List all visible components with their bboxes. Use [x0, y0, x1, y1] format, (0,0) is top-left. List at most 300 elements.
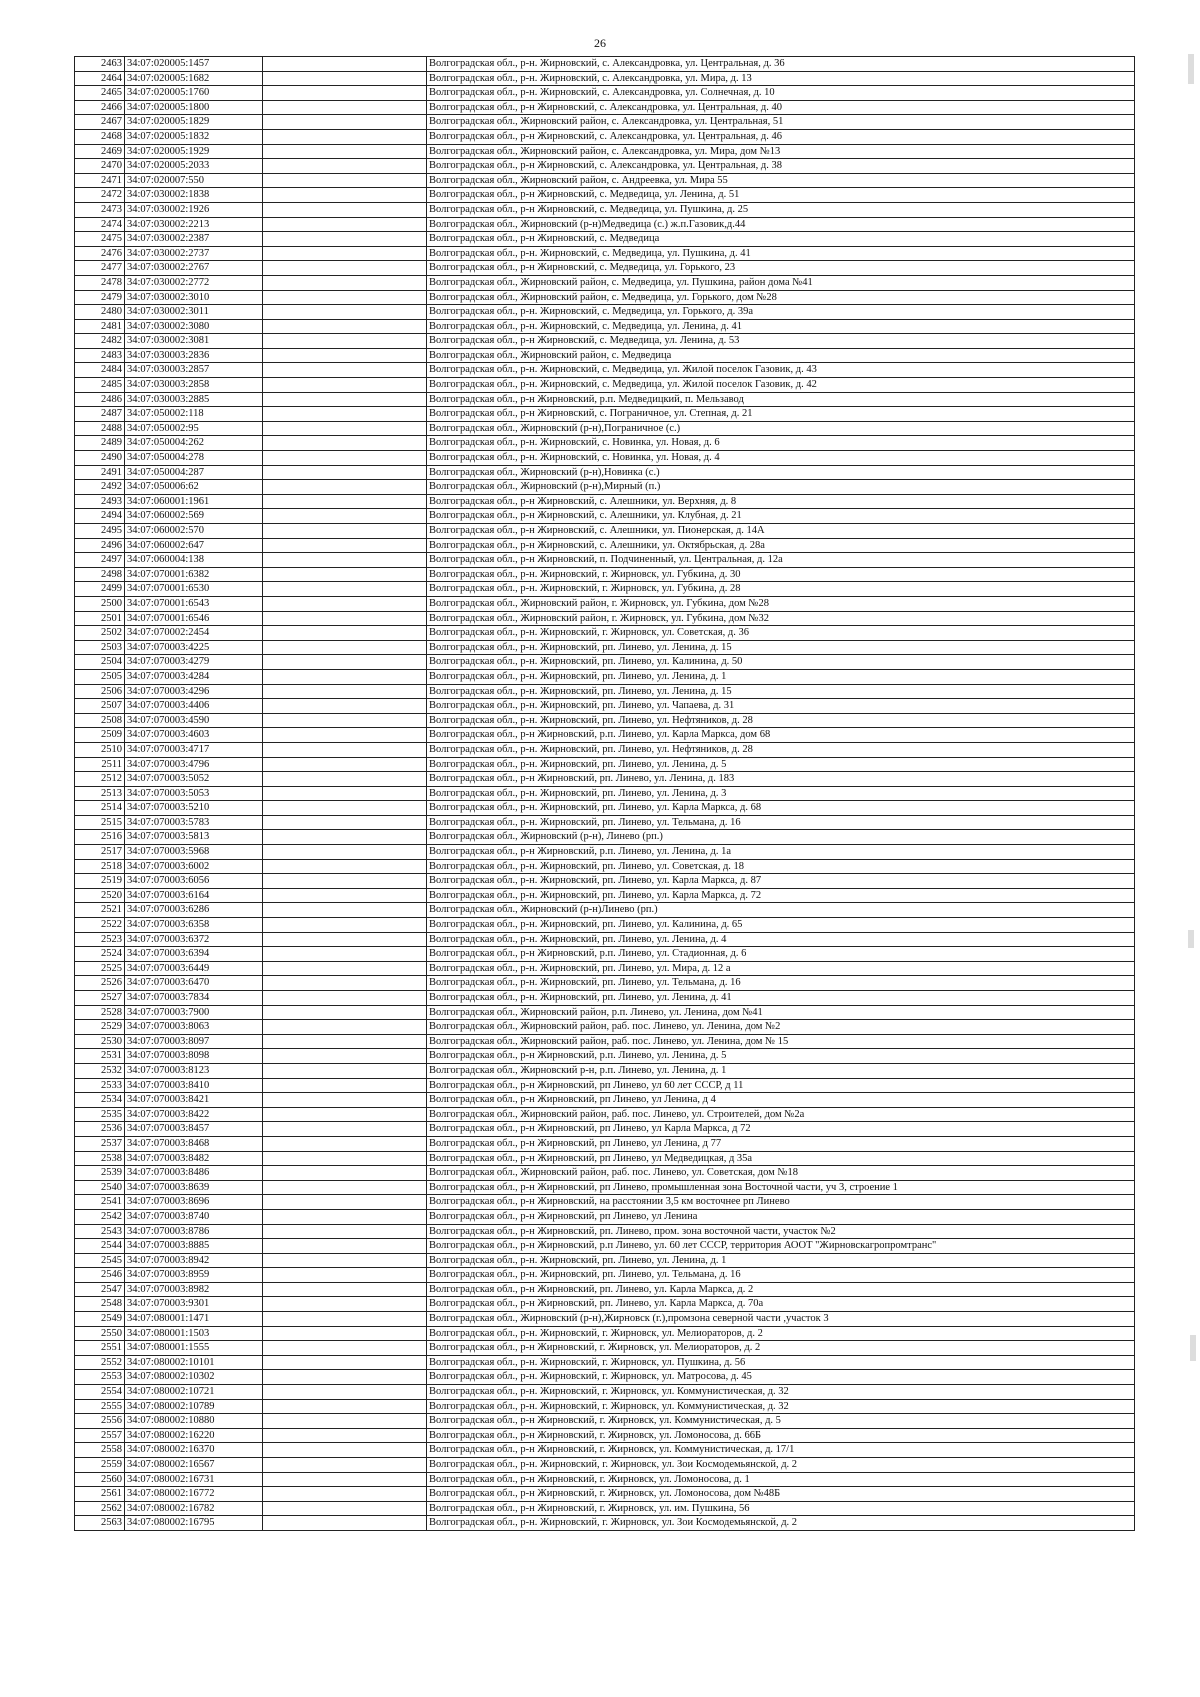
row-number-cell: 2480	[75, 305, 125, 320]
empty-cell	[263, 1487, 427, 1502]
cadastral-number-cell: 34:07:050004:278	[125, 451, 263, 466]
address-cell: Волгоградская обл., р-н Жирновский, рп Линево, ул Карла Маркса, д 72	[427, 1122, 1135, 1137]
cadastral-number-cell: 34:07:080002:16782	[125, 1501, 263, 1516]
cadastral-number-cell: 34:07:070003:8421	[125, 1093, 263, 1108]
empty-cell	[263, 86, 427, 101]
table-row	[75, 115, 1135, 130]
cadastral-number-cell: 34:07:030003:2836	[125, 348, 263, 363]
table-row	[75, 991, 1135, 1006]
address-cell: Волгоградская обл., р-н. Жирновский, с. Александровка, ул. Мира, д. 13	[427, 71, 1135, 86]
address-cell: Волгоградская обл., Жирновский (р-н),Новинка (с.)	[427, 465, 1135, 480]
address-cell: Волгоградская обл., р-н. Жирновский, рп. Линево, ул. Калинина, д. 50	[427, 655, 1135, 670]
cadastral-number-cell: 34:07:070003:7900	[125, 1005, 263, 1020]
cadastral-number-cell: 34:07:080002:16220	[125, 1428, 263, 1443]
table-row	[75, 1166, 1135, 1181]
table-row	[75, 772, 1135, 787]
cadastral-number-cell: 34:07:070003:8123	[125, 1063, 263, 1078]
row-number-cell: 2548	[75, 1297, 125, 1312]
cadastral-number-cell: 34:07:030003:2858	[125, 378, 263, 393]
address-cell: Волгоградская обл., р-н Жирновский, рп. Линево, ул. Ленина, д. 183	[427, 772, 1135, 787]
row-number-cell: 2535	[75, 1107, 125, 1122]
row-number-cell: 2498	[75, 567, 125, 582]
row-number-cell: 2481	[75, 319, 125, 334]
cadastral-number-cell: 34:07:070003:6470	[125, 976, 263, 991]
table-row	[75, 144, 1135, 159]
empty-cell	[263, 1355, 427, 1370]
table-row	[75, 728, 1135, 743]
address-cell: Волгоградская обл., р-н. Жирновский, с. Медведица, ул. Горького, д. 39а	[427, 305, 1135, 320]
empty-cell	[263, 582, 427, 597]
cadastral-number-cell: 34:07:070003:5053	[125, 786, 263, 801]
row-number-cell: 2497	[75, 553, 125, 568]
row-number-cell: 2479	[75, 290, 125, 305]
cadastral-number-cell: 34:07:080002:16567	[125, 1458, 263, 1473]
cadastral-number-cell: 34:07:080002:10101	[125, 1355, 263, 1370]
table-row	[75, 1020, 1135, 1035]
row-number-cell: 2561	[75, 1487, 125, 1502]
table-row	[75, 611, 1135, 626]
table-row	[75, 202, 1135, 217]
table-row	[75, 524, 1135, 539]
address-cell: Волгоградская обл., р-н Жирновский, с. Медведица, ул. Пушкина, д. 25	[427, 202, 1135, 217]
address-cell: Волгоградская обл., Жирновский район, г. Жирновск, ул. Губкина, дом №32	[427, 611, 1135, 626]
table-row	[75, 1370, 1135, 1385]
empty-cell	[263, 421, 427, 436]
row-number-cell: 2496	[75, 538, 125, 553]
cadastral-number-cell: 34:07:070003:4603	[125, 728, 263, 743]
row-number-cell: 2563	[75, 1516, 125, 1531]
empty-cell	[263, 567, 427, 582]
address-cell: Волгоградская обл., р-н Жирновский, рп Линево, ул Ленина	[427, 1209, 1135, 1224]
empty-cell	[263, 1443, 427, 1458]
cadastral-number-cell: 34:07:070003:8885	[125, 1239, 263, 1254]
empty-cell	[263, 524, 427, 539]
cadastral-number-cell: 34:07:070003:5783	[125, 815, 263, 830]
row-number-cell: 2488	[75, 421, 125, 436]
row-number-cell: 2511	[75, 757, 125, 772]
address-cell: Волгоградская обл., р-н Жирновский, с. Пограничное, ул. Степная, д. 21	[427, 407, 1135, 422]
row-number-cell: 2536	[75, 1122, 125, 1137]
empty-cell	[263, 699, 427, 714]
cadastral-number-cell: 34:07:070003:6394	[125, 947, 263, 962]
row-number-cell: 2554	[75, 1385, 125, 1400]
empty-cell	[263, 144, 427, 159]
row-number-cell: 2515	[75, 815, 125, 830]
cadastral-number-cell: 34:07:030002:2387	[125, 232, 263, 247]
empty-cell	[263, 1472, 427, 1487]
address-cell: Волгоградская обл., р-н. Жирновский, рп. Линево, ул. Калинина, д. 65	[427, 918, 1135, 933]
empty-cell	[263, 991, 427, 1006]
empty-cell	[263, 684, 427, 699]
address-cell: Волгоградская обл., р-н. Жирновский, с. Новинка, ул. Новая, д. 6	[427, 436, 1135, 451]
empty-cell	[263, 1122, 427, 1137]
row-number-cell: 2545	[75, 1253, 125, 1268]
address-cell: Волгоградская обл., р-н. Жирновский, г. Жирновск, ул. Зои Космодемьянской, д. 2	[427, 1516, 1135, 1531]
cadastral-number-cell: 34:07:060004:138	[125, 553, 263, 568]
address-cell: Волгоградская обл., р-н Жирновский, рп Линево, промышленная зона Восточной части, уч 3, строение 1	[427, 1180, 1135, 1195]
cadastral-number-cell: 34:07:030002:3010	[125, 290, 263, 305]
table-row	[75, 1399, 1135, 1414]
table-row	[75, 640, 1135, 655]
table-row	[75, 976, 1135, 991]
cadastral-number-cell: 34:07:030002:3080	[125, 319, 263, 334]
address-cell: Волгоградская обл., Жирновский район, с. Медведица	[427, 348, 1135, 363]
row-number-cell: 2473	[75, 202, 125, 217]
empty-cell	[263, 596, 427, 611]
address-cell: Волгоградская обл., р-н Жирновский, р.п. Линево, ул. Ленина, д. 1а	[427, 845, 1135, 860]
table-row	[75, 129, 1135, 144]
empty-cell	[263, 1414, 427, 1429]
address-cell: Волгоградская обл., Жирновский (р-н),Пограничное (с.)	[427, 421, 1135, 436]
registry-table-body	[75, 57, 1135, 1531]
scan-margin-mark	[1188, 930, 1194, 948]
table-row	[75, 1501, 1135, 1516]
table-row	[75, 655, 1135, 670]
address-cell: Волгоградская обл., р-н. Жирновский, с. Александровка, ул. Центральная, д. 36	[427, 57, 1135, 72]
row-number-cell: 2550	[75, 1326, 125, 1341]
address-cell: Волгоградская обл., р-н Жирновский, г. Жирновск, ул. им. Пушкина, 56	[427, 1501, 1135, 1516]
table-row	[75, 1487, 1135, 1502]
empty-cell	[263, 1034, 427, 1049]
table-row	[75, 1253, 1135, 1268]
address-cell: Волгоградская обл., Жирновский район, раб. пос. Линево, ул. Строителей, дом №2а	[427, 1107, 1135, 1122]
address-cell: Волгоградская обл., р-н. Жирновский, рп. Линево, ул. Ленина, д. 15	[427, 640, 1135, 655]
cadastral-number-cell: 34:07:070003:8063	[125, 1020, 263, 1035]
table-row	[75, 246, 1135, 261]
row-number-cell: 2499	[75, 582, 125, 597]
empty-cell	[263, 1312, 427, 1327]
address-cell: Волгоградская обл., р-н Жирновский, п. Подчиненный, ул. Центральная, д. 12а	[427, 553, 1135, 568]
table-row	[75, 947, 1135, 962]
empty-cell	[263, 1166, 427, 1181]
cadastral-number-cell: 34:07:020005:2033	[125, 159, 263, 174]
address-cell: Волгоградская обл., р-н Жирновский, с. Медведица, ул. Ленина, д. 51	[427, 188, 1135, 203]
cadastral-number-cell: 34:07:030002:2213	[125, 217, 263, 232]
row-number-cell: 2560	[75, 1472, 125, 1487]
cadastral-number-cell: 34:07:030002:1838	[125, 188, 263, 203]
address-cell: Волгоградская обл., р-н. Жирновский, рп. Линево, ул. Карла Маркса, д. 68	[427, 801, 1135, 816]
cadastral-number-cell: 34:07:060002:569	[125, 509, 263, 524]
table-row	[75, 261, 1135, 276]
cadastral-number-cell: 34:07:070003:8740	[125, 1209, 263, 1224]
row-number-cell: 2559	[75, 1458, 125, 1473]
address-cell: Волгоградская обл., р-н Жирновский, р.п. Линево, ул. Стадионная, д. 6	[427, 947, 1135, 962]
empty-cell	[263, 334, 427, 349]
cadastral-number-cell: 34:07:020007:550	[125, 173, 263, 188]
table-row	[75, 1224, 1135, 1239]
row-number-cell: 2516	[75, 830, 125, 845]
cadastral-number-cell: 34:07:060002:647	[125, 538, 263, 553]
cadastral-number-cell: 34:07:070003:5210	[125, 801, 263, 816]
row-number-cell: 2484	[75, 363, 125, 378]
table-row	[75, 334, 1135, 349]
table-row	[75, 1414, 1135, 1429]
empty-cell	[263, 480, 427, 495]
cadastral-number-cell: 34:07:070003:5968	[125, 845, 263, 860]
row-number-cell: 2557	[75, 1428, 125, 1443]
address-cell: Волгоградская обл., Жирновский (р-н),Жирновск (г.),промзона северной части ,участок 3	[427, 1312, 1135, 1327]
table-row	[75, 1341, 1135, 1356]
address-cell: Волгоградская обл., Жирновский район, г. Жирновск, ул. Губкина, дом №28	[427, 596, 1135, 611]
cadastral-number-cell: 34:07:080001:1503	[125, 1326, 263, 1341]
address-cell: Волгоградская обл., Жирновский район, с. Александровка, ул. Центральная, 51	[427, 115, 1135, 130]
table-row	[75, 1458, 1135, 1473]
table-row	[75, 1472, 1135, 1487]
address-cell: Волгоградская обл., р-н. Жирновский, с. Медведица, ул. Ленина, д. 41	[427, 319, 1135, 334]
address-cell: Волгоградская обл., р-н. Жирновский, рп. Линево, ул. Тельмана, д. 16	[427, 976, 1135, 991]
empty-cell	[263, 801, 427, 816]
table-row	[75, 1136, 1135, 1151]
empty-cell	[263, 1209, 427, 1224]
cadastral-number-cell: 34:07:070003:5052	[125, 772, 263, 787]
row-number-cell: 2541	[75, 1195, 125, 1210]
row-number-cell: 2509	[75, 728, 125, 743]
empty-cell	[263, 436, 427, 451]
empty-cell	[263, 159, 427, 174]
address-cell: Волгоградская обл., р-н Жирновский, с. Медведица, ул. Горького, 23	[427, 261, 1135, 276]
empty-cell	[263, 655, 427, 670]
cadastral-number-cell: 34:07:030003:2885	[125, 392, 263, 407]
empty-cell	[263, 1501, 427, 1516]
empty-cell	[263, 538, 427, 553]
empty-cell	[263, 888, 427, 903]
empty-cell	[263, 173, 427, 188]
cadastral-number-cell: 34:07:070001:6546	[125, 611, 263, 626]
empty-cell	[263, 1239, 427, 1254]
cadastral-number-cell: 34:07:030002:2772	[125, 275, 263, 290]
cadastral-number-cell: 34:07:020005:1800	[125, 100, 263, 115]
empty-cell	[263, 830, 427, 845]
cadastral-number-cell: 34:07:080002:10721	[125, 1385, 263, 1400]
row-number-cell: 2553	[75, 1370, 125, 1385]
empty-cell	[263, 407, 427, 422]
cadastral-number-cell: 34:07:070001:6382	[125, 567, 263, 582]
table-row	[75, 1385, 1135, 1400]
empty-cell	[263, 845, 427, 860]
empty-cell	[263, 100, 427, 115]
address-cell: Волгоградская обл., р-н Жирновский, г. Жирновск, ул. Мелиораторов, д. 2	[427, 1341, 1135, 1356]
cadastral-number-cell: 34:07:070003:6286	[125, 903, 263, 918]
empty-cell	[263, 129, 427, 144]
address-cell: Волгоградская обл., р-н Жирновский, р.п. Линево, ул. Ленина, д. 5	[427, 1049, 1135, 1064]
cadastral-number-cell: 34:07:070001:6543	[125, 596, 263, 611]
cadastral-number-cell: 34:07:080002:16795	[125, 1516, 263, 1531]
address-cell: Волгоградская обл., р-н. Жирновский, с. Новинка, ул. Новая, д. 4	[427, 451, 1135, 466]
row-number-cell: 2519	[75, 874, 125, 889]
row-number-cell: 2521	[75, 903, 125, 918]
address-cell: Волгоградская обл., р-н Жирновский, рп Линево, ул 60 лет СССР, д 11	[427, 1078, 1135, 1093]
address-cell: Волгоградская обл., р-н Жирновский, с. Медведица	[427, 232, 1135, 247]
address-cell: Волгоградская обл., р-н Жирновский, с. Александровка, ул. Центральная, д. 38	[427, 159, 1135, 174]
row-number-cell: 2539	[75, 1166, 125, 1181]
row-number-cell: 2487	[75, 407, 125, 422]
empty-cell	[263, 1326, 427, 1341]
empty-cell	[263, 1195, 427, 1210]
address-cell: Волгоградская обл., р-н. Жирновский, рп. Линево, ул. Ленина, д. 3	[427, 786, 1135, 801]
registry-table	[74, 56, 1135, 1531]
row-number-cell: 2518	[75, 859, 125, 874]
table-row	[75, 348, 1135, 363]
address-cell: Волгоградская обл., р-н Жирновский, с. Алешники, ул. Октябрьская, д. 28а	[427, 538, 1135, 553]
address-cell: Волгоградская обл., р-н Жирновский, г. Жирновск, ул. Ломоносова, дом №48Б	[427, 1487, 1135, 1502]
empty-cell	[263, 961, 427, 976]
address-cell: Волгоградская обл., р-н Жирновский, рп Линево, ул Ленина, д 77	[427, 1136, 1135, 1151]
address-cell: Волгоградская обл., р-н. Жирновский, рп. Линево, ул. Советская, д. 18	[427, 859, 1135, 874]
address-cell: Волгоградская обл., р-н Жирновский, р.п Линево, ул. 60 лет СССР, территория АООТ "Жирновскагропромтранс"	[427, 1239, 1135, 1254]
row-number-cell: 2468	[75, 129, 125, 144]
address-cell: Волгоградская обл., р-н. Жирновский, г. Жирновск, ул. Советская, д. 36	[427, 626, 1135, 641]
cadastral-number-cell: 34:07:080002:16731	[125, 1472, 263, 1487]
table-row	[75, 86, 1135, 101]
empty-cell	[263, 640, 427, 655]
row-number-cell: 2537	[75, 1136, 125, 1151]
table-row	[75, 567, 1135, 582]
scan-margin-mark	[1190, 1335, 1196, 1361]
row-number-cell: 2540	[75, 1180, 125, 1195]
table-row	[75, 1063, 1135, 1078]
cadastral-number-cell: 34:07:080001:1471	[125, 1312, 263, 1327]
address-cell: Волгоградская обл., р-н. Жирновский, рп. Линево, ул. Ленина, д. 5	[427, 757, 1135, 772]
cadastral-number-cell: 34:07:020005:1457	[125, 57, 263, 72]
cadastral-number-cell: 34:07:030002:3011	[125, 305, 263, 320]
cadastral-number-cell: 34:07:030002:1926	[125, 202, 263, 217]
row-number-cell: 2503	[75, 640, 125, 655]
cadastral-number-cell: 34:07:070003:8942	[125, 1253, 263, 1268]
row-number-cell: 2502	[75, 626, 125, 641]
empty-cell	[263, 1093, 427, 1108]
empty-cell	[263, 1005, 427, 1020]
cadastral-number-cell: 34:07:070003:8639	[125, 1180, 263, 1195]
empty-cell	[263, 757, 427, 772]
row-number-cell: 2477	[75, 261, 125, 276]
table-row	[75, 494, 1135, 509]
empty-cell	[263, 217, 427, 232]
address-cell: Волгоградская обл., р-н Жирновский, с. Алешники, ул. Верхняя, д. 8	[427, 494, 1135, 509]
table-row	[75, 1122, 1135, 1137]
address-cell: Волгоградская обл., р-н. Жирновский, рп. Линево, ул. Тельмана, д. 16	[427, 1268, 1135, 1283]
cadastral-number-cell: 34:07:080002:10880	[125, 1414, 263, 1429]
row-number-cell: 2530	[75, 1034, 125, 1049]
row-number-cell: 2474	[75, 217, 125, 232]
empty-cell	[263, 1370, 427, 1385]
address-cell: Волгоградская обл., Жирновский район, раб. пос. Линево, ул. Ленина, дом №2	[427, 1020, 1135, 1035]
empty-cell	[263, 57, 427, 72]
address-cell: Волгоградская обл., Жирновский (р-н), Линево (рп.)	[427, 830, 1135, 845]
empty-cell	[263, 319, 427, 334]
cadastral-number-cell: 34:07:070003:8410	[125, 1078, 263, 1093]
row-number-cell: 2547	[75, 1282, 125, 1297]
empty-cell	[263, 451, 427, 466]
row-number-cell: 2552	[75, 1355, 125, 1370]
table-row	[75, 1428, 1135, 1443]
cadastral-number-cell: 34:07:070003:4296	[125, 684, 263, 699]
row-number-cell: 2558	[75, 1443, 125, 1458]
cadastral-number-cell: 34:07:070003:8959	[125, 1268, 263, 1283]
table-row	[75, 596, 1135, 611]
table-row	[75, 1005, 1135, 1020]
row-number-cell: 2483	[75, 348, 125, 363]
cadastral-number-cell: 34:07:070003:8696	[125, 1195, 263, 1210]
row-number-cell: 2469	[75, 144, 125, 159]
table-row	[75, 1326, 1135, 1341]
table-row	[75, 159, 1135, 174]
row-number-cell: 2525	[75, 961, 125, 976]
row-number-cell: 2500	[75, 596, 125, 611]
address-cell: Волгоградская обл., р-н Жирновский, рп. Линево, ул. Карла Маркса, д. 2	[427, 1282, 1135, 1297]
cadastral-number-cell: 34:07:050004:287	[125, 465, 263, 480]
row-number-cell: 2489	[75, 436, 125, 451]
row-number-cell: 2482	[75, 334, 125, 349]
scan-margin-mark	[1188, 54, 1194, 84]
table-row	[75, 1516, 1135, 1531]
cadastral-number-cell: 34:07:080002:10789	[125, 1399, 263, 1414]
address-cell: Волгоградская обл., р-н. Жирновский, с. Медведица, ул. Пушкина, д. 41	[427, 246, 1135, 261]
empty-cell	[263, 1268, 427, 1283]
address-cell: Волгоградская обл., р-н Жирновский, на расстоянии 3,5 км восточнее рп Линево	[427, 1195, 1135, 1210]
row-number-cell: 2505	[75, 669, 125, 684]
address-cell: Волгоградская обл., р-н. Жирновский, рп. Линево, ул. Ленина, д. 41	[427, 991, 1135, 1006]
row-number-cell: 2524	[75, 947, 125, 962]
table-row	[75, 538, 1135, 553]
empty-cell	[263, 1020, 427, 1035]
cadastral-number-cell: 34:07:070003:9301	[125, 1297, 263, 1312]
cadastral-number-cell: 34:07:070003:6164	[125, 888, 263, 903]
row-number-cell: 2472	[75, 188, 125, 203]
empty-cell	[263, 728, 427, 743]
table-row	[75, 1355, 1135, 1370]
cadastral-number-cell: 34:07:020005:1832	[125, 129, 263, 144]
cadastral-number-cell: 34:07:070003:6056	[125, 874, 263, 889]
empty-cell	[263, 932, 427, 947]
cadastral-number-cell: 34:07:070003:4279	[125, 655, 263, 670]
table-row	[75, 1078, 1135, 1093]
table-row	[75, 1297, 1135, 1312]
address-cell: Волгоградская обл., р-н. Жирновский, г. Жирновск, ул. Мелиораторов, д. 2	[427, 1326, 1135, 1341]
address-cell: Волгоградская обл., р-н. Жирновский, рп. Линево, ул. Нефтяников, д. 28	[427, 713, 1135, 728]
address-cell: Волгоградская обл., р-н Жирновский, г. Жирновск, ул. Ломоносова, д. 1	[427, 1472, 1135, 1487]
empty-cell	[263, 553, 427, 568]
address-cell: Волгоградская обл., р-н Жирновский, рп Линево, ул Ленина, д 4	[427, 1093, 1135, 1108]
empty-cell	[263, 494, 427, 509]
empty-cell	[263, 1180, 427, 1195]
table-row	[75, 319, 1135, 334]
address-cell: Волгоградская обл., р-н. Жирновский, с. Медведица, ул. Жилой поселок Газовик, д. 43	[427, 363, 1135, 378]
row-number-cell: 2485	[75, 378, 125, 393]
empty-cell	[263, 392, 427, 407]
cadastral-number-cell: 34:07:070002:2454	[125, 626, 263, 641]
address-cell: Волгоградская обл., р-н Жирновский, с. Медведица, ул. Ленина, д. 53	[427, 334, 1135, 349]
cadastral-number-cell: 34:07:070003:6372	[125, 932, 263, 947]
cadastral-number-cell: 34:07:070003:8468	[125, 1136, 263, 1151]
row-number-cell: 2526	[75, 976, 125, 991]
address-cell: Волгоградская обл., р-н. Жирновский, рп. Линево, ул. Мира, д. 12 а	[427, 961, 1135, 976]
table-row	[75, 669, 1135, 684]
row-number-cell: 2470	[75, 159, 125, 174]
empty-cell	[263, 918, 427, 933]
row-number-cell: 2543	[75, 1224, 125, 1239]
address-cell: Волгоградская обл., Жирновский район, раб. пос. Линево, ул. Ленина, дом № 15	[427, 1034, 1135, 1049]
cadastral-number-cell: 34:07:060001:1961	[125, 494, 263, 509]
table-row	[75, 757, 1135, 772]
table-row	[75, 845, 1135, 860]
table-row	[75, 1107, 1135, 1122]
address-cell: Волгоградская обл., р-н Жирновский, рп. Линево, пром. зона восточной части, участок №2	[427, 1224, 1135, 1239]
table-row	[75, 961, 1135, 976]
address-cell: Волгоградская обл., р-н Жирновский, с. Алешники, ул. Клубная, д. 21	[427, 509, 1135, 524]
cadastral-number-cell: 34:07:020005:1929	[125, 144, 263, 159]
row-number-cell: 2464	[75, 71, 125, 86]
row-number-cell: 2551	[75, 1341, 125, 1356]
